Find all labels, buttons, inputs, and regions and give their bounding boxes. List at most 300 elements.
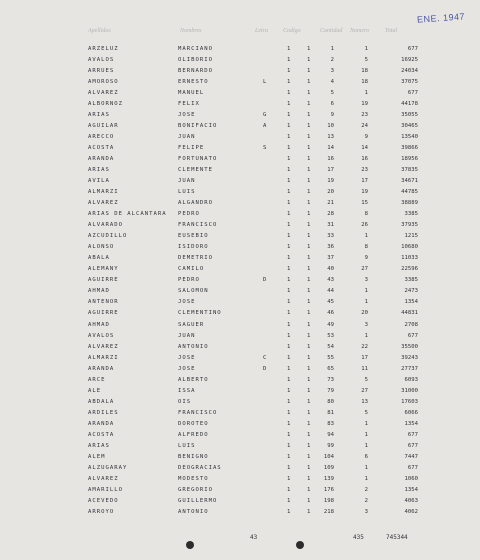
code-cell: 1 bbox=[287, 409, 291, 416]
table-row bbox=[0, 297, 480, 308]
given-name-cell: PEDRO bbox=[178, 211, 200, 218]
count-cell: 1 bbox=[364, 288, 368, 295]
number-cell: 19 bbox=[327, 178, 334, 185]
given-name-cell: JUAN bbox=[178, 134, 196, 141]
surname-cell: ARDILES bbox=[88, 409, 119, 416]
surname-cell: AHMAD bbox=[88, 321, 110, 328]
total-cell: 31000 bbox=[401, 387, 418, 394]
total-cell: 10680 bbox=[401, 244, 418, 251]
given-name-cell: OLIBORIO bbox=[178, 57, 213, 64]
total-cell: 1354 bbox=[404, 486, 418, 493]
total-cell: 677 bbox=[407, 431, 418, 438]
code-cell: 1 bbox=[287, 156, 291, 163]
total-cell: 2473 bbox=[404, 288, 418, 295]
surname-cell: ALVAREZ bbox=[88, 200, 119, 207]
table-row bbox=[0, 176, 480, 187]
code-cell: 1 bbox=[287, 431, 291, 438]
table-row bbox=[0, 496, 480, 507]
letter-cell: S bbox=[263, 145, 267, 152]
given-name-cell: MANUEL bbox=[178, 90, 205, 97]
qty-cell: 1 bbox=[307, 156, 311, 163]
code-cell: 1 bbox=[287, 321, 291, 328]
code-cell: 1 bbox=[287, 189, 291, 196]
surname-cell: ALE bbox=[88, 387, 102, 394]
footer-count: 435 bbox=[353, 534, 364, 541]
count-cell: 11 bbox=[361, 365, 368, 372]
table-row bbox=[0, 353, 480, 364]
number-cell: 83 bbox=[327, 420, 334, 427]
code-cell: 1 bbox=[287, 387, 291, 394]
count-cell: 13 bbox=[361, 398, 368, 405]
total-cell: 37935 bbox=[401, 222, 418, 229]
given-name-cell: SALOMON bbox=[178, 288, 209, 295]
total-cell: 17603 bbox=[401, 398, 418, 405]
count-cell: 1 bbox=[364, 233, 368, 240]
number-cell: 99 bbox=[327, 442, 334, 449]
number-cell: 37 bbox=[327, 255, 334, 262]
qty-cell: 1 bbox=[307, 431, 311, 438]
surname-cell: ARIAS DE ALCANTARA bbox=[88, 211, 167, 218]
qty-cell: 1 bbox=[307, 233, 311, 240]
count-cell: 1 bbox=[364, 332, 368, 339]
code-cell: 1 bbox=[287, 46, 291, 52]
total-cell: 677 bbox=[407, 464, 418, 471]
header-cantidad: Cantidad bbox=[320, 28, 343, 34]
count-cell: 1 bbox=[364, 46, 368, 52]
surname-cell: ALVAREZ bbox=[88, 475, 119, 482]
qty-cell: 1 bbox=[307, 178, 311, 185]
number-cell: 5 bbox=[330, 90, 334, 97]
given-name-cell: CAMILO bbox=[178, 266, 205, 273]
total-cell: 3385 bbox=[404, 277, 418, 284]
count-cell: 23 bbox=[361, 112, 368, 119]
given-name-cell: PEDRO bbox=[178, 277, 200, 284]
total-cell: 34671 bbox=[401, 178, 418, 185]
count-cell: 3 bbox=[364, 277, 368, 284]
given-name-cell: DEMETRIO bbox=[178, 255, 213, 262]
code-cell: 1 bbox=[287, 475, 291, 482]
header-letra: Letra bbox=[255, 28, 269, 34]
count-cell: 19 bbox=[361, 101, 368, 108]
count-cell: 9 bbox=[364, 255, 368, 262]
given-name-cell: DOROTEO bbox=[178, 420, 209, 427]
table-row bbox=[0, 242, 480, 253]
qty-cell: 1 bbox=[307, 365, 311, 372]
table-row bbox=[0, 165, 480, 176]
table-row bbox=[0, 55, 480, 66]
number-cell: 43 bbox=[327, 277, 334, 284]
count-cell: 3 bbox=[364, 508, 368, 515]
qty-cell: 1 bbox=[307, 189, 311, 196]
number-cell: 80 bbox=[327, 398, 334, 405]
qty-cell: 1 bbox=[307, 222, 311, 229]
surname-cell: ACOSTA bbox=[88, 145, 115, 152]
surname-cell: ARANDA bbox=[88, 420, 115, 427]
surname-cell: ACOSTA bbox=[88, 431, 115, 438]
surname-cell: ARIAS bbox=[88, 112, 110, 119]
code-cell: 1 bbox=[287, 376, 291, 383]
surname-cell: AVALOS bbox=[88, 332, 115, 339]
number-cell: 17 bbox=[327, 167, 334, 174]
surname-cell: AVALOS bbox=[88, 57, 115, 64]
surname-cell: AHMAD bbox=[88, 288, 110, 295]
total-cell: 13540 bbox=[401, 134, 418, 141]
count-cell: 8 bbox=[364, 244, 368, 251]
surname-cell: ALVAREZ bbox=[88, 343, 119, 350]
given-name-cell: FORTUNATO bbox=[178, 156, 218, 163]
given-name-cell: ISSA bbox=[178, 387, 196, 394]
number-cell: 198 bbox=[323, 497, 334, 504]
number-cell: 176 bbox=[323, 486, 334, 493]
count-cell: 23 bbox=[361, 167, 368, 174]
count-cell: 2 bbox=[364, 486, 368, 493]
table-row bbox=[0, 110, 480, 121]
given-name-cell: ISIDORO bbox=[178, 244, 209, 251]
qty-cell: 1 bbox=[307, 266, 311, 273]
letter-cell: D bbox=[263, 365, 267, 372]
qty-cell: 1 bbox=[307, 211, 311, 218]
count-cell: 26 bbox=[361, 222, 368, 229]
count-cell: 1 bbox=[364, 431, 368, 438]
total-cell: 677 bbox=[407, 46, 418, 52]
given-name-cell: JOSE bbox=[178, 354, 196, 361]
qty-cell: 1 bbox=[307, 145, 311, 152]
table-row bbox=[0, 452, 480, 463]
surname-cell: ARIAS bbox=[88, 167, 110, 174]
table-row bbox=[0, 253, 480, 264]
qty-cell: 1 bbox=[307, 409, 311, 416]
surname-cell: ALONSO bbox=[88, 244, 115, 251]
count-cell: 27 bbox=[361, 266, 368, 273]
table-row bbox=[0, 485, 480, 496]
number-cell: 94 bbox=[327, 431, 334, 438]
total-cell: 1060 bbox=[404, 475, 418, 482]
total-cell: 677 bbox=[407, 442, 418, 449]
number-cell: 31 bbox=[327, 222, 334, 229]
table-row bbox=[0, 99, 480, 110]
table-row bbox=[0, 342, 480, 353]
given-name-cell: DEOGRACIAS bbox=[178, 464, 222, 471]
number-cell: 73 bbox=[327, 376, 334, 383]
code-cell: 1 bbox=[287, 354, 291, 361]
qty-cell: 1 bbox=[307, 167, 311, 174]
number-cell: 20 bbox=[327, 189, 334, 196]
surname-cell: ALVAREZ bbox=[88, 90, 119, 97]
count-cell: 8 bbox=[364, 211, 368, 218]
table-row bbox=[0, 44, 480, 55]
header-codigo: Codigo bbox=[283, 28, 301, 34]
number-cell: 16 bbox=[327, 156, 334, 163]
count-cell: 24 bbox=[361, 123, 368, 130]
given-name-cell: JOSE bbox=[178, 299, 196, 306]
count-cell: 1 bbox=[364, 442, 368, 449]
surname-cell: AZCUDILLO bbox=[88, 233, 128, 240]
surname-cell: ALVARADO bbox=[88, 222, 123, 229]
given-name-cell: CLEMENTINO bbox=[178, 310, 222, 317]
code-cell: 1 bbox=[287, 464, 291, 471]
count-cell: 16 bbox=[361, 156, 368, 163]
count-cell: 1 bbox=[364, 475, 368, 482]
surname-cell: ALEMANY bbox=[88, 266, 119, 273]
given-name-cell: FRANCISCO bbox=[178, 222, 218, 229]
surname-cell: ACEVEDO bbox=[88, 497, 119, 504]
count-cell: 14 bbox=[361, 145, 368, 152]
table-row bbox=[0, 286, 480, 297]
given-name-cell: JOSE bbox=[178, 112, 196, 119]
total-cell: 6066 bbox=[404, 409, 418, 416]
qty-cell: 1 bbox=[307, 508, 311, 515]
table-row bbox=[0, 364, 480, 375]
header-numero: Numero bbox=[350, 28, 370, 34]
code-cell: 1 bbox=[287, 255, 291, 262]
count-cell: 5 bbox=[364, 376, 368, 383]
qty-cell: 1 bbox=[307, 123, 311, 130]
total-cell: 30465 bbox=[401, 123, 418, 130]
qty-cell: 1 bbox=[307, 299, 311, 306]
code-cell: 1 bbox=[287, 57, 291, 64]
surname-cell: ARROYO bbox=[88, 508, 115, 515]
count-cell: 18 bbox=[361, 68, 368, 75]
table-row bbox=[0, 474, 480, 485]
code-cell: 1 bbox=[287, 508, 291, 515]
given-name-cell: ALBERTO bbox=[178, 376, 209, 383]
count-cell: 2 bbox=[364, 497, 368, 504]
surname-cell: ALZUGARAY bbox=[88, 464, 128, 471]
qty-cell: 1 bbox=[307, 486, 311, 493]
total-cell: 7447 bbox=[404, 453, 418, 460]
number-cell: 2 bbox=[330, 57, 334, 64]
count-cell: 15 bbox=[361, 200, 368, 207]
table-row bbox=[0, 132, 480, 143]
number-cell: 46 bbox=[327, 310, 334, 317]
total-cell: 2708 bbox=[404, 321, 418, 328]
count-cell: 5 bbox=[364, 409, 368, 416]
qty-cell: 1 bbox=[307, 46, 311, 52]
total-cell: 1215 bbox=[404, 233, 418, 240]
count-cell: 1 bbox=[364, 90, 368, 97]
number-cell: 55 bbox=[327, 354, 334, 361]
count-cell: 9 bbox=[364, 134, 368, 141]
number-cell: 79 bbox=[327, 387, 334, 394]
total-cell: 27737 bbox=[401, 365, 418, 372]
number-cell: 65 bbox=[327, 365, 334, 372]
table-row bbox=[0, 220, 480, 231]
footer-page-number: 43 bbox=[250, 534, 258, 541]
total-cell: 39243 bbox=[401, 354, 418, 361]
given-name-cell: JUAN bbox=[178, 178, 196, 185]
surname-cell: ARCE bbox=[88, 376, 106, 383]
table-row bbox=[0, 77, 480, 88]
qty-cell: 1 bbox=[307, 200, 311, 207]
total-cell: 44178 bbox=[401, 101, 418, 108]
number-cell: 28 bbox=[327, 211, 334, 218]
total-cell: 11033 bbox=[401, 255, 418, 262]
qty-cell: 1 bbox=[307, 420, 311, 427]
table-row bbox=[0, 397, 480, 408]
table-row bbox=[0, 198, 480, 209]
surname-cell: AVILA bbox=[88, 178, 110, 185]
table-row bbox=[0, 320, 480, 331]
qty-cell: 1 bbox=[307, 321, 311, 328]
given-name-cell: LUIS bbox=[178, 189, 196, 196]
given-name-cell: GUILLERMO bbox=[178, 497, 218, 504]
code-cell: 1 bbox=[287, 365, 291, 372]
table-row bbox=[0, 264, 480, 275]
number-cell: 9 bbox=[330, 112, 334, 119]
qty-cell: 1 bbox=[307, 442, 311, 449]
number-cell: 21 bbox=[327, 200, 334, 207]
table-row bbox=[0, 375, 480, 386]
surname-cell: ALBORNOZ bbox=[88, 101, 123, 108]
code-cell: 1 bbox=[287, 68, 291, 75]
total-cell: 677 bbox=[407, 332, 418, 339]
number-cell: 36 bbox=[327, 244, 334, 251]
qty-cell: 1 bbox=[307, 79, 311, 86]
given-name-cell: JUAN bbox=[178, 332, 196, 339]
qty-cell: 1 bbox=[307, 101, 311, 108]
total-cell: 3385 bbox=[404, 211, 418, 218]
total-cell: 1354 bbox=[404, 420, 418, 427]
table-row bbox=[0, 419, 480, 430]
qty-cell: 1 bbox=[307, 464, 311, 471]
number-cell: 14 bbox=[327, 145, 334, 152]
qty-cell: 1 bbox=[307, 497, 311, 504]
number-cell: 49 bbox=[327, 321, 334, 328]
surname-cell: ARANDA bbox=[88, 365, 115, 372]
code-cell: 1 bbox=[287, 233, 291, 240]
table-row bbox=[0, 386, 480, 397]
total-cell: 18956 bbox=[401, 156, 418, 163]
surname-cell: AMARILLO bbox=[88, 486, 123, 493]
surname-cell: ARRUES bbox=[88, 68, 115, 75]
total-cell: 44831 bbox=[401, 310, 418, 317]
qty-cell: 1 bbox=[307, 475, 311, 482]
date-stamp: ENE. 1947 bbox=[416, 11, 466, 25]
code-cell: 1 bbox=[287, 90, 291, 97]
given-name-cell: FELIPE bbox=[178, 145, 205, 152]
surname-cell: ALEM bbox=[88, 453, 106, 460]
given-name-cell: FELIX bbox=[178, 101, 200, 108]
table-row bbox=[0, 143, 480, 154]
binder-hole bbox=[186, 541, 194, 549]
count-cell: 1 bbox=[364, 464, 368, 471]
code-cell: 1 bbox=[287, 112, 291, 119]
surname-cell: AMOROSO bbox=[88, 79, 119, 86]
header-total: Total bbox=[385, 28, 398, 34]
code-cell: 1 bbox=[287, 453, 291, 460]
code-cell: 1 bbox=[287, 277, 291, 284]
code-cell: 1 bbox=[287, 420, 291, 427]
number-cell: 109 bbox=[323, 464, 334, 471]
total-cell: 35055 bbox=[401, 112, 418, 119]
given-name-cell: JOSE bbox=[178, 365, 196, 372]
qty-cell: 1 bbox=[307, 90, 311, 97]
count-cell: 5 bbox=[364, 57, 368, 64]
count-cell: 19 bbox=[361, 189, 368, 196]
number-cell: 104 bbox=[323, 453, 334, 460]
qty-cell: 1 bbox=[307, 255, 311, 262]
table-row bbox=[0, 231, 480, 242]
total-cell: 677 bbox=[407, 90, 418, 97]
table-row bbox=[0, 408, 480, 419]
qty-cell: 1 bbox=[307, 112, 311, 119]
qty-cell: 1 bbox=[307, 134, 311, 141]
table-row bbox=[0, 66, 480, 77]
count-cell: 18 bbox=[361, 79, 368, 86]
given-name-cell: BERNARDO bbox=[178, 68, 213, 75]
code-cell: 1 bbox=[287, 134, 291, 141]
number-cell: 40 bbox=[327, 266, 334, 273]
table-row bbox=[0, 88, 480, 99]
code-cell: 1 bbox=[287, 310, 291, 317]
number-cell: 139 bbox=[323, 475, 334, 482]
given-name-cell: CLEMENTE bbox=[178, 167, 213, 174]
total-cell: 24034 bbox=[401, 68, 418, 75]
qty-cell: 1 bbox=[307, 310, 311, 317]
surname-cell: AGUIRRE bbox=[88, 277, 119, 284]
number-cell: 218 bbox=[323, 508, 334, 515]
letter-cell: G bbox=[263, 112, 267, 119]
number-cell: 6 bbox=[330, 101, 334, 108]
footer-total: 745344 bbox=[386, 534, 408, 541]
given-name-cell: OIS bbox=[178, 398, 192, 405]
letter-cell: C bbox=[263, 354, 267, 361]
total-cell: 6093 bbox=[404, 376, 418, 383]
binder-hole bbox=[296, 541, 304, 549]
code-cell: 1 bbox=[287, 288, 291, 295]
count-cell: 17 bbox=[361, 178, 368, 185]
table-row bbox=[0, 187, 480, 198]
qty-cell: 1 bbox=[307, 277, 311, 284]
count-cell: 1 bbox=[364, 299, 368, 306]
table-row bbox=[0, 507, 480, 518]
given-name-cell: ANTONIO bbox=[178, 508, 209, 515]
given-name-cell: MODESTO bbox=[178, 475, 209, 482]
code-cell: 1 bbox=[287, 442, 291, 449]
number-cell: 33 bbox=[327, 233, 334, 240]
total-cell: 1354 bbox=[404, 299, 418, 306]
qty-cell: 1 bbox=[307, 343, 311, 350]
code-cell: 1 bbox=[287, 222, 291, 229]
count-cell: 22 bbox=[361, 343, 368, 350]
surname-cell: AGUILAR bbox=[88, 123, 119, 130]
total-cell: 39866 bbox=[401, 145, 418, 152]
code-cell: 1 bbox=[287, 167, 291, 174]
given-name-cell: ALGANDRO bbox=[178, 200, 213, 207]
qty-cell: 1 bbox=[307, 288, 311, 295]
code-cell: 1 bbox=[287, 244, 291, 251]
given-name-cell: ERNESTO bbox=[178, 79, 209, 86]
code-cell: 1 bbox=[287, 398, 291, 405]
code-cell: 1 bbox=[287, 266, 291, 273]
qty-cell: 1 bbox=[307, 244, 311, 251]
table-row bbox=[0, 463, 480, 474]
total-cell: 4063 bbox=[404, 497, 418, 504]
table-row bbox=[0, 154, 480, 165]
code-cell: 1 bbox=[287, 200, 291, 207]
given-name-cell: FRANCISCO bbox=[178, 409, 218, 416]
code-cell: 1 bbox=[287, 211, 291, 218]
surname-cell: ALMARZI bbox=[88, 189, 119, 196]
given-name-cell: GREGORIO bbox=[178, 486, 213, 493]
given-name-cell: SAGUER bbox=[178, 321, 205, 328]
count-cell: 3 bbox=[364, 321, 368, 328]
surname-cell: ALMARZI bbox=[88, 354, 119, 361]
number-cell: 54 bbox=[327, 343, 334, 350]
surname-cell: ARIAS bbox=[88, 442, 110, 449]
count-cell: 27 bbox=[361, 387, 368, 394]
given-name-cell: LUIS bbox=[178, 442, 196, 449]
